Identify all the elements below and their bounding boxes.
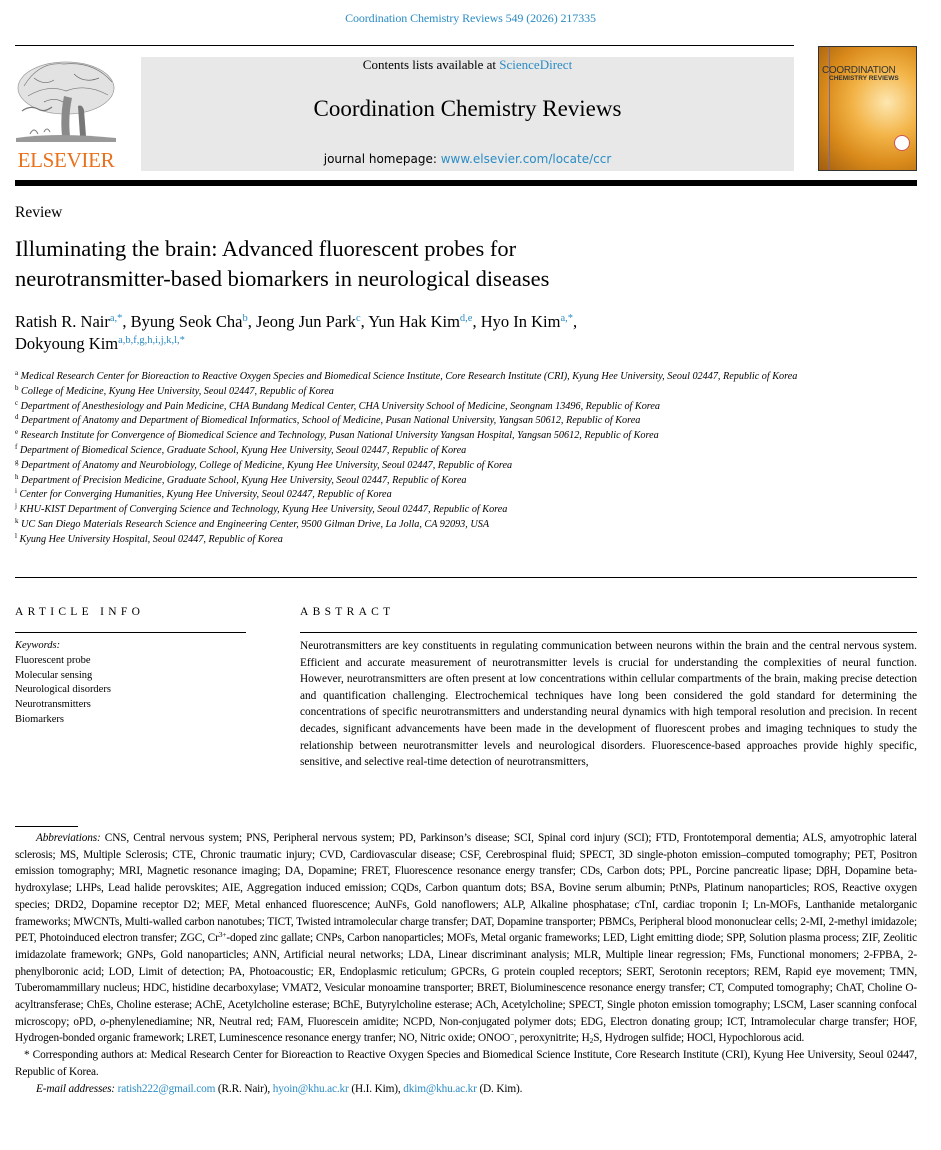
author-affil-link[interactable]: a,* (560, 313, 574, 324)
email-link[interactable]: hyoin@khu.ac.kr (272, 1082, 349, 1095)
author-affil-link[interactable]: a,* (109, 313, 123, 324)
elsevier-logo[interactable] (14, 56, 118, 172)
author-name[interactable]: Ratish R. Nair (15, 312, 110, 331)
affiliation-text: Kyung Hee University Hospital, Seoul 02447, Republic of Korea (19, 533, 283, 545)
keyword-item: Fluorescent probe (15, 654, 91, 666)
author-affil-link[interactable]: a,b,f,g,h,i,j,k,l,* (118, 335, 185, 346)
article-info-heading: ARTICLE INFO (15, 606, 145, 618)
author-separator: , (360, 312, 369, 331)
affiliation-item (15, 370, 915, 385)
article-type: Review (15, 204, 63, 221)
email-owner: (H.I. Kim), (348, 1082, 404, 1095)
contents-prefix: Contents lists available at (362, 57, 500, 72)
citation-link[interactable]: Coordination Chemistry Reviews 549 (2026) 217335 (345, 11, 596, 25)
author-separator: , (122, 312, 131, 331)
affiliation-item (15, 459, 915, 474)
abbreviations-text: CNS, Central nervous system; PNS, Peripheral nervous system; PD, Parkinson’s disease; SCI, Spinal cord injury (SCI); FTD, Frontotemporal dementia; ALS, amyotrophic lateral sclerosis; MS, Multiple Sclerosis; CTE, Chronic traumatic injury; CVD, Cardiovascular disease; CSF, Cerebrospinal fluid; SPECT, 3D single-photon emission–computed tomography; PET, Positron emission tomography; MRI, Magnetic resonance imaging; DA, Dopamine; FRET, Fluorescence resonance energy transfer; CDs, Carbon dots; PPL, Porcine pancreatic lipase; DβH, Dopamine beta-hydroxylase; LHPs, Lead halide perovskites; AIE, Aggregation induced emission; CQDs, Carbon quantum dots; BSA, Bovine serum albumin; PtNPs, Platinum nanoparticles; ROS, Reactive oxygen species; DRD2, Dopamine receptor D2; MEF, Metal enhanced fluorescence; AuNFs, Gold nanoflowers; ALP, Alkaline phosphatase; cTnI, cardiac troponin I; Ln-MOFs, Lanthanide metalorganic frameworks; MWCNTs, Multi-walled carbon nanotubes; TICT, Twisted intramolecular charge transfer; DAT, Dopamine transporter; PBMCs, Peripheral blood mononuclear cells; 2-MI, 2-methyl imidazole; PET, Photoinduced electron transfer; ZGC, Cr (15, 832, 917, 945)
cover-subtitle: CHEMISTRY REVIEWS (829, 75, 899, 82)
author-separator: , (472, 312, 481, 331)
elsevier-tree-icon (14, 56, 118, 148)
superscript: − (510, 1030, 515, 1040)
keyword-item: Biomarkers (15, 713, 64, 725)
affiliation-key: l (15, 531, 17, 540)
affiliation-item (15, 488, 915, 503)
abbreviations-text: -doped zinc gallate; CNPs, Carbon nanoparticles; MOFs, Metal organic frameworks; LED, Light emitting diode; SPP, Solution plasma process; ZIF, Zeolitic imidazolate framework; GNPs, Gold nanoparticles; ANN, Artificial neural networks; LDA, Linear discriminant analysis; MLR, Multiple linear regression; FMs, Functional monomers; 2-FPBA, 2-phenylboronic acid; LOD, Limit of detection; PA, Photoacoustic; ER, Endoplasmic reticulum; GPCRs, G protein coupled receptors; SERT, Serotonin receptors; REM, Rapid eye movement; TMN, Tuberomammillary nucleus; HDC, histidine decarboxylase; VMAT2, Vesicular monoamine transporter; BRET, Bioluminescence resonance energy transfer; CT, Computed tomography; ChAT, Choline O-acyltransferase; ChEs, Choline esterase; AChE, Acetylcholine esterase; BChE, Butyrylcholine esterase; ACh, Acetylcholine; SPECT, Single photon emission tomography; LSCM, Laser scanning confocal microscopy; oPD, (15, 932, 917, 1028)
abbreviations-label: Abbreviations: (36, 832, 101, 844)
abstract-rule (300, 632, 917, 633)
title-line-1: Illuminating the brain: Advanced fluorescent probes for (15, 236, 517, 261)
author-affil-link[interactable]: d,e (459, 313, 473, 324)
author-separator: , (247, 312, 257, 331)
top-rule (15, 45, 794, 46)
affiliation-text: KHU-KIST Department of Converging Science and Technology, Kyung Hee University, Seoul 02447, Republic of Korea (19, 504, 508, 516)
corresponding-footnote: * Corresponding authors at: Medical Research Center for Bioreaction to Reactive Oxygen Species and Biomedical Science Institute, Core Research Institute (CRI), Kyung Hee University, Seoul 02447, Republic of Korea. (15, 1049, 917, 1078)
abbreviations-footnote (15, 830, 917, 1047)
affiliation-item (15, 518, 915, 533)
abstract-text: Neurotransmitters are key constituents in regulating communication between neurons within the brain and the central nervous system. Efficient and accurate measurement of neurotransmitter levels is crucial for understanding the complexities of neural function. However, neurotransmitters are often present at low concentrations within cellular compartments of the brain, making precise detection and quantification challenging. Electrochemical techniques have long been considered the gold standard for determining the concentrations of specific neurotransmitters and understanding neural dynamics with high temporal resolution and precision. In recent decades, significant advancements have been made in the development of fluorescent probes and imaging techniques to study the relationship between neurotransmitter levels and neurological disorders. Fluorescence-based approaches provide highly specific, sensitive, and selective real-time detection of neurotransmitters, (300, 640, 917, 769)
affiliation-item (15, 503, 915, 518)
footnotes (15, 830, 917, 1097)
affiliation-item (15, 444, 915, 459)
journal-cover-image[interactable] (818, 46, 917, 171)
author-name[interactable]: Yun Hak Kim (368, 312, 460, 331)
author-affil-link[interactable]: b (242, 313, 248, 324)
affiliation-item (15, 429, 915, 444)
keywords-block (15, 639, 245, 728)
affiliation-key: b (15, 383, 19, 392)
affiliation-text: College of Medicine, Kyung Hee University, Seoul 02447, Republic of Korea (21, 385, 334, 397)
affiliation-text: Department of Biomedical Science, Graduate School, Kyung Hee University, Seoul 02447, Republic of Korea (19, 444, 467, 456)
contents-line (141, 57, 794, 73)
affiliation-key: h (15, 472, 19, 481)
affiliation-text: Research Institute for Convergence of Biomedical Science and Technology, Pusan National University Yangsan Hospital, Yangsan 50612, Republic of Korea (20, 430, 659, 442)
author-name[interactable]: Byung Seok Cha (130, 312, 243, 331)
email-link[interactable]: ratish222@gmail.com (117, 1082, 216, 1095)
journal-title: Coordination Chemistry Reviews (313, 96, 622, 121)
email-owner: (D. Kim). (476, 1082, 523, 1095)
journal-citation (0, 11, 941, 26)
homepage-link[interactable]: www.elsevier.com/locate/ccr (440, 152, 612, 166)
email-link[interactable]: dkim@khu.ac.kr (403, 1082, 477, 1095)
header-thick-rule (15, 180, 917, 186)
keyword-item: Neurotransmitters (15, 699, 91, 711)
affiliation-key: i (15, 487, 17, 496)
abbreviations-text: , peroxynitrite; H (514, 1032, 590, 1045)
email-owner: (R.R. Nair), (215, 1082, 273, 1095)
email-footnote (15, 1081, 917, 1098)
affiliation-list (15, 370, 915, 548)
elsevier-wordmark: ELSEVIER (17, 148, 115, 172)
affiliation-item (15, 385, 915, 400)
sciencedirect-link[interactable]: ScienceDirect (499, 57, 573, 72)
abbreviations-text: S, Hydrogen sulfide; HOCl, Hypochlorous acid. (593, 1032, 805, 1045)
affiliation-key: d (15, 413, 19, 422)
affiliation-key: a (15, 369, 19, 377)
title-line-2: neurotransmitter-based biomarkers in neurological diseases (15, 266, 550, 291)
article-info-rule (15, 632, 246, 633)
homepage-prefix: journal homepage: (323, 152, 441, 166)
keyword-item: Neurological disorders (15, 684, 111, 696)
email-label: E-mail addresses: (36, 1082, 115, 1095)
cover-badge-icon (894, 135, 910, 151)
keyword-item: Molecular sensing (15, 669, 93, 681)
journal-banner (141, 57, 794, 171)
homepage-line (141, 151, 794, 167)
affiliation-item (15, 474, 915, 489)
affiliation-text: Department of Anesthesiology and Pain Medicine, CHA Bundang Medical Center, CHA University School of Medicine, Seongnam 13496, Republic of Korea (20, 400, 660, 412)
author-separator: , (573, 312, 578, 331)
affiliation-text: UC San Diego Materials Research Science and Engineering Center, 9500 Gilman Drive, La Jolla, CA 92093, USA (21, 518, 490, 530)
affiliation-text: Medical Research Center for Bioreaction to Reactive Oxygen Species and Biomedical Science Institute, Core Research Institute (CRI), Kyung Hee University, Seoul 02447, Republic of Korea (20, 371, 798, 382)
author-affil-link[interactable]: c (355, 313, 361, 324)
abstract-heading: ABSTRACT (300, 606, 395, 618)
author-name[interactable]: Hyo In Kim (480, 312, 561, 331)
affiliation-key: c (15, 398, 19, 407)
affiliation-text: Center for Converging Humanities, Kyung Hee University, Seoul 02447, Republic of Korea (19, 489, 392, 501)
superscript: 3+ (218, 930, 227, 940)
keywords-label: Keywords: (15, 640, 61, 651)
author-name[interactable]: Dokyoung Kim (15, 334, 119, 353)
abbreviations-text: -phenylenediamine; NR, Neutral red; FAM, Fluorescein amidite; NCPD, Non-conjugated polymer dots; EDG, Electron donating group; ICT, Intramolecular charge transfer; HOF, Hydrogen-bonded organic framework; LRET, Luminescence resonance energy tranfer; NO, Nitric oxide; ONOO (15, 1015, 917, 1045)
author-name[interactable]: Jeong Jun Park (256, 312, 356, 331)
affiliation-text: Department of Anatomy and Neurobiology, College of Medicine, Kyung Hee University, Seoul 02447, Republic of Korea (21, 459, 513, 471)
affiliation-key: f (15, 442, 18, 451)
affiliation-key: k (15, 516, 19, 525)
cover-title: COORDINATION (822, 65, 896, 76)
affiliation-item (15, 400, 915, 415)
affiliation-item (15, 533, 915, 548)
italic-prefix: o (100, 1015, 106, 1028)
affiliation-key: e (15, 428, 19, 437)
affiliation-key: g (15, 457, 19, 466)
affiliation-item (15, 414, 915, 429)
affiliation-text: Department of Anatomy and Department of Biomedical Informatics, School of Medicine, Pusan National University, Yangsan 50612, Republic of Korea (21, 415, 641, 427)
section-divider (15, 577, 917, 578)
affiliation-text: Department of Precision Medicine, Graduate School, Kyung Hee University, Seoul 02447, Republic of Korea (21, 474, 467, 486)
footnote-rule (15, 826, 78, 827)
subscript: 2 (589, 1036, 594, 1046)
author-list (15, 311, 915, 355)
article-title (15, 234, 795, 294)
affiliation-key: j (15, 502, 17, 511)
